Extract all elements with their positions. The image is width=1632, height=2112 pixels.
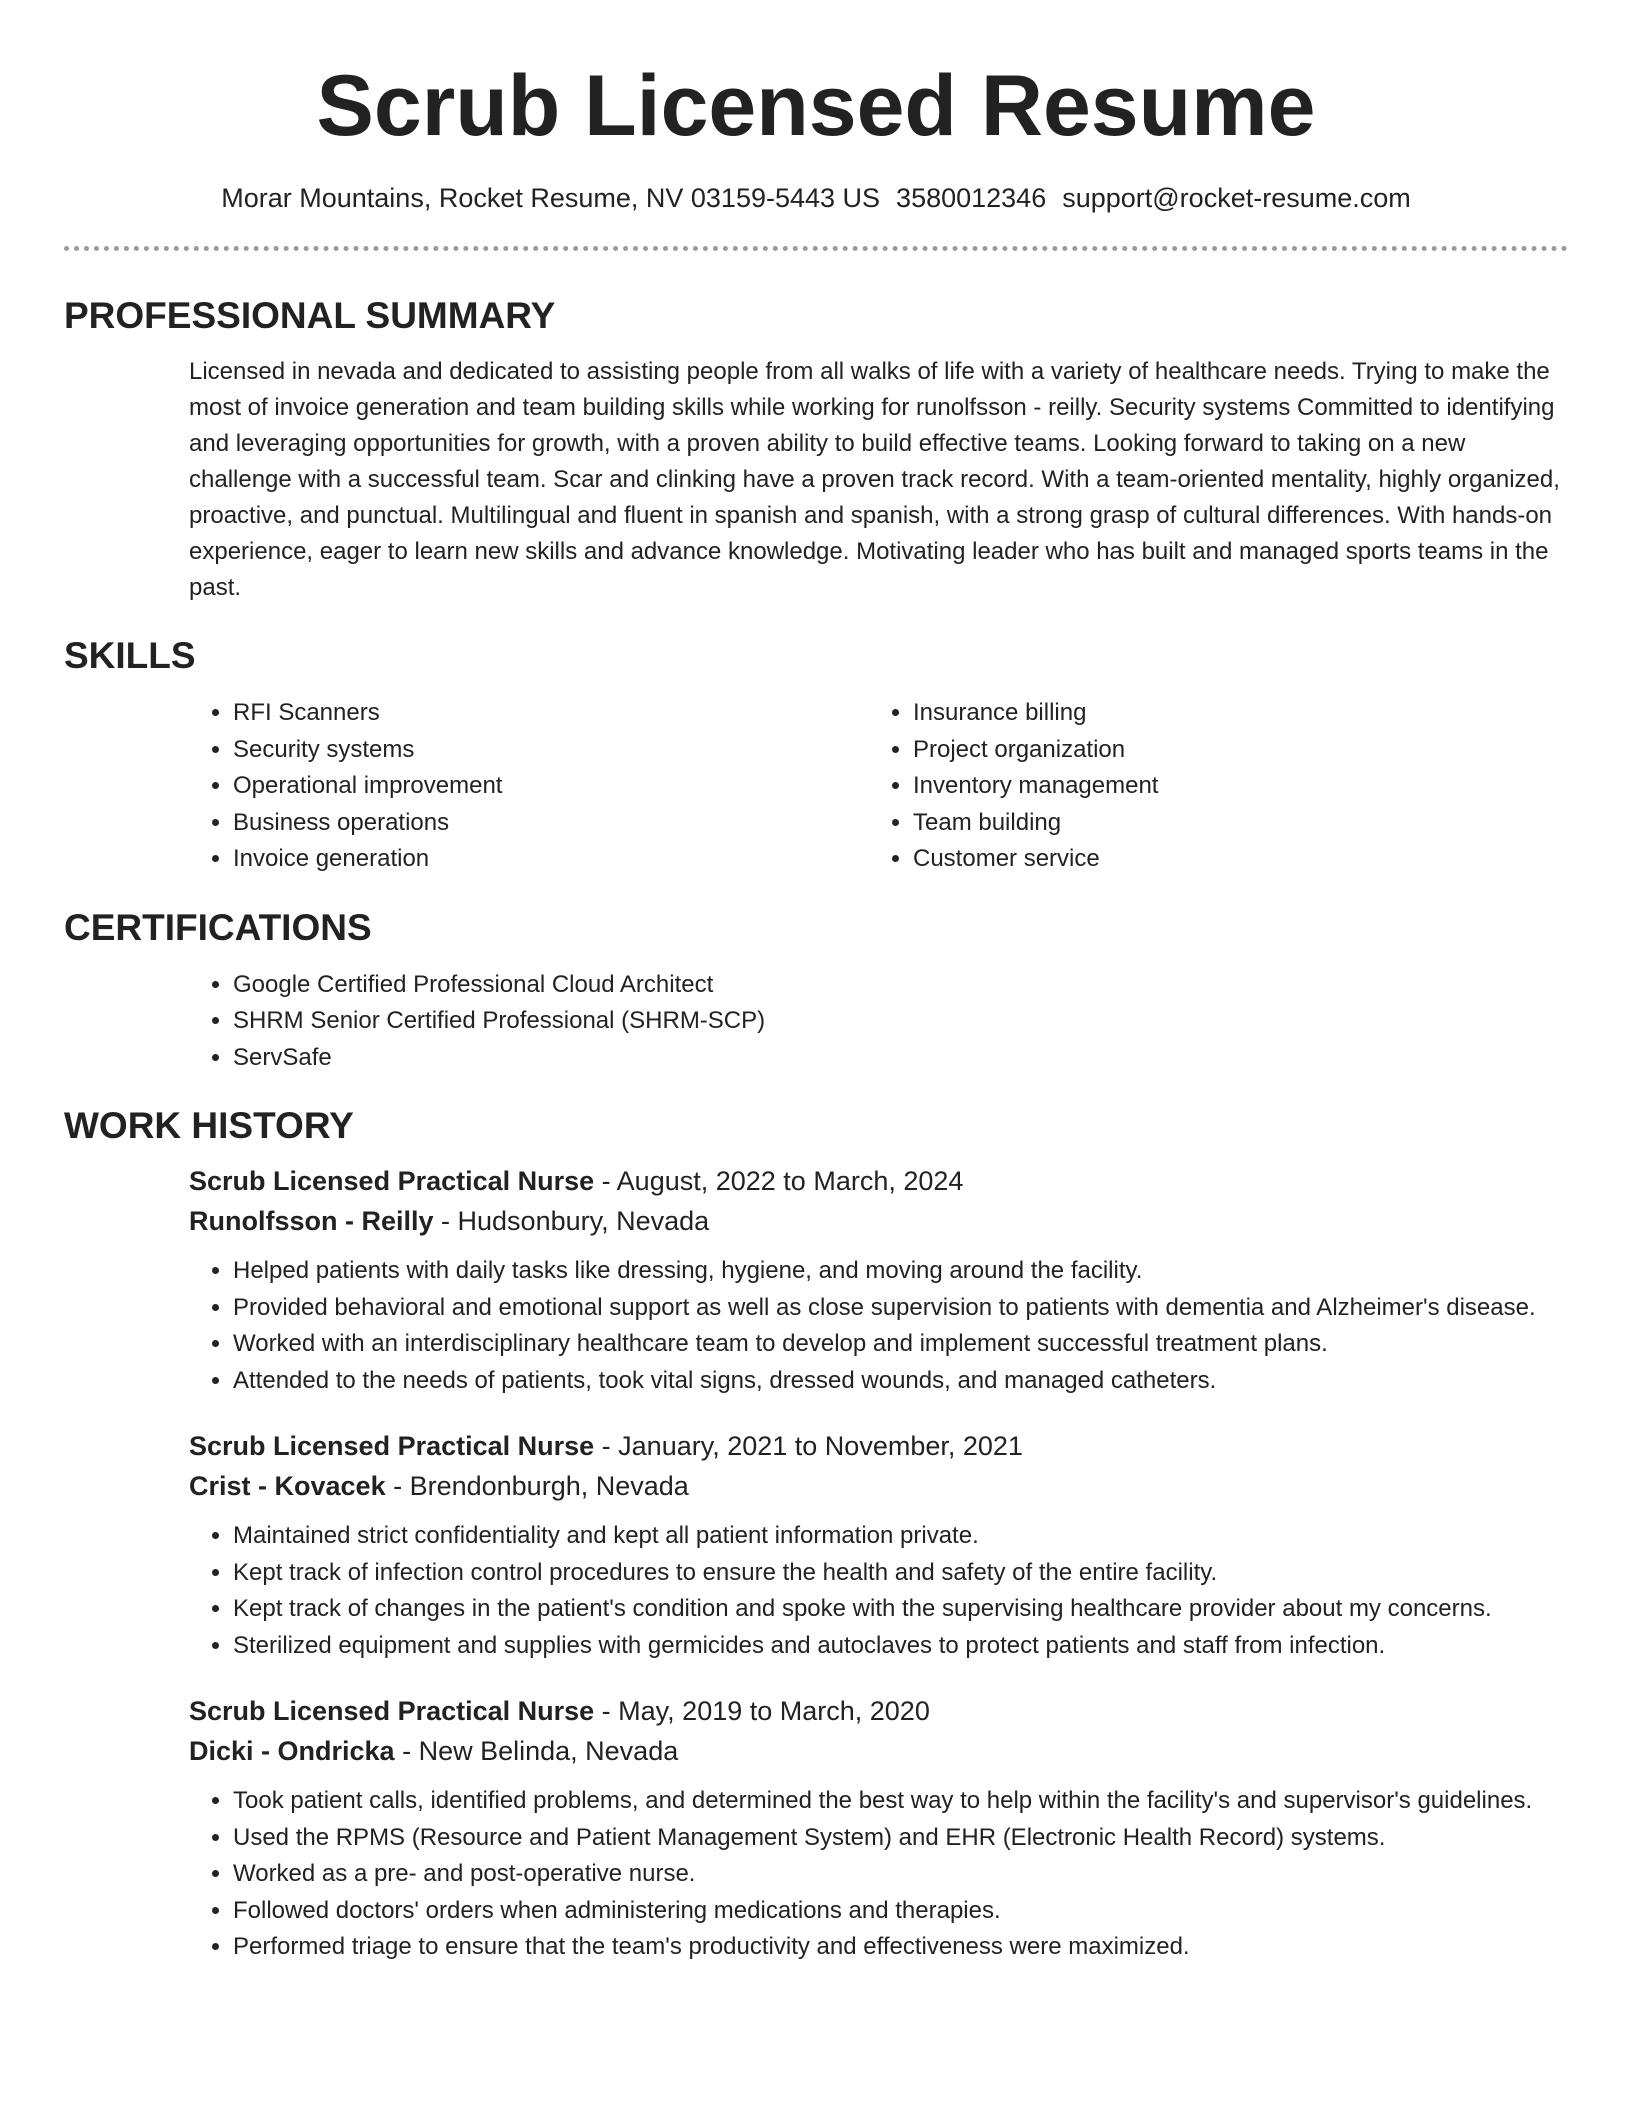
job-bullet: • Sterilized equipment and supplies with germicides and autoclaves to protect patients and staff from infection. [233, 1628, 1568, 1665]
job-company-line [189, 1731, 1568, 1771]
job-company-line [189, 1466, 1568, 1506]
job-bullet: • Kept track of changes in the patient's condition and spoke with the supervising healthcare provider about my concerns. [233, 1591, 1568, 1628]
skill-item: • Customer service [913, 841, 1549, 878]
job-bullet: • Took patient calls, identified problems, and determined the best way to help within the facility's and supervisor's guidelines. [233, 1783, 1568, 1820]
certifications-section [189, 967, 1568, 1077]
job-dates: - January, 2021 to November, 2021 [594, 1431, 1023, 1461]
skill-item: • Security systems [233, 732, 869, 769]
job-bullet: • Performed triage to ensure that the team's productivity and effectiveness were maximized. [233, 1929, 1568, 1966]
skills-list-right [869, 695, 1549, 878]
certification-item: • ServSafe [233, 1040, 1568, 1077]
skill-item: • Operational improvement [233, 768, 869, 805]
job-bullet: • Provided behavioral and emotional support as well as close supervision to patients with dementia and Alzheimer's disease. [233, 1290, 1568, 1327]
job-location: - Brendonburgh, Nevada [385, 1471, 689, 1501]
job-bullets [189, 1253, 1568, 1399]
header-divider [64, 246, 1568, 251]
job-entry [189, 1691, 1568, 1966]
job-bullet: • Used the RPMS (Resource and Patient Management System) and EHR (Electronic Health Record) systems. [233, 1820, 1568, 1857]
summary-section [189, 354, 1568, 606]
certifications-heading: CERTIFICATIONS [64, 906, 372, 948]
resume-title: Scrub Licensed Resume [316, 58, 1316, 154]
skill-item: • Team building [913, 805, 1549, 842]
skills-heading: SKILLS [64, 635, 196, 676]
job-company: Runolfsson - Reilly [189, 1206, 434, 1236]
contact-address: Morar Mountains, Rocket Resume, NV 03159-5443 US [221, 183, 881, 213]
job-bullet: • Attended to the needs of patients, took vital signs, dressed wounds, and managed catheters. [233, 1363, 1568, 1400]
skills-section [189, 695, 1568, 878]
contact-email: support@rocket-resume.com [1062, 183, 1411, 213]
job-dates: - August, 2022 to March, 2024 [594, 1166, 964, 1196]
job-title-line [189, 1161, 1568, 1201]
skill-item: • Project organization [913, 732, 1549, 769]
job-bullet: • Kept track of infection control procedures to ensure the health and safety of the entire facility. [233, 1555, 1568, 1592]
job-location: - Hudsonbury, Nevada [433, 1206, 710, 1236]
contact-line [64, 180, 1568, 216]
skill-item: • RFI Scanners [233, 695, 869, 732]
skill-item: • Insurance billing [913, 695, 1549, 732]
certifications-list [189, 967, 1568, 1077]
job-bullets [189, 1783, 1568, 1966]
skill-item: • Business operations [233, 805, 869, 842]
job-location: - New Belinda, Nevada [394, 1736, 679, 1766]
job-company: Dicki - Ondricka [189, 1736, 395, 1766]
certification-item: • SHRM Senior Certified Professional (SHRM-SCP) [233, 1003, 1568, 1040]
job-bullets [189, 1518, 1568, 1664]
job-title: Scrub Licensed Practical Nurse [189, 1696, 595, 1726]
job-title: Scrub Licensed Practical Nurse [189, 1431, 595, 1461]
job-bullet: • Worked as a pre- and post-operative nurse. [233, 1856, 1568, 1893]
job-entry [189, 1161, 1568, 1399]
work-history-heading: WORK HISTORY [64, 1105, 354, 1146]
job-bullet: • Helped patients with daily tasks like dressing, hygiene, and moving around the facility. [233, 1253, 1568, 1290]
summary-heading: PROFESSIONAL SUMMARY [64, 295, 556, 336]
skill-item: • Invoice generation [233, 841, 869, 878]
skills-column-left [189, 695, 869, 878]
job-title: Scrub Licensed Practical Nurse [189, 1166, 595, 1196]
job-company-line [189, 1201, 1568, 1241]
skills-column-right [869, 695, 1549, 878]
contact-phone: 3580012346 [896, 183, 1047, 213]
job-title-line [189, 1691, 1568, 1731]
skill-item: • Inventory management [913, 768, 1549, 805]
job-bullet: • Worked with an interdisciplinary healthcare team to develop and implement successful treatment plans. [233, 1326, 1568, 1363]
certification-item: • Google Certified Professional Cloud Architect [233, 967, 1568, 1004]
job-title-line [189, 1426, 1568, 1466]
skills-list-left [189, 695, 869, 878]
summary-text: Licensed in nevada and dedicated to assisting people from all walks of life with a variety of healthcare needs. Trying to make the most of invoice generation and team building skills while working for runolfsson - reilly. Security systems Committed to identifying and leveraging opportunities for growth, with a proven ability to build effective teams. Looking forward to taking on a new challenge with a successful team. Scar and clinking have a proven track record. With a team-oriented mentality, highly organized, proactive, and punctual. Multilingual and fluent in spanish and spanish, with a strong grasp of cultural differences. With hands-on experience, eager to learn new skills and advance knowledge. Motivating leader who has built and managed sports teams in the past. [189, 358, 1560, 601]
job-bullet: • Maintained strict confidentiality and kept all patient information private. [233, 1518, 1568, 1555]
job-company: Crist - Kovacek [189, 1471, 386, 1501]
job-bullet: • Followed doctors' orders when administering medications and therapies. [233, 1893, 1568, 1930]
job-entry [189, 1426, 1568, 1664]
job-dates: - May, 2019 to March, 2020 [594, 1696, 930, 1726]
